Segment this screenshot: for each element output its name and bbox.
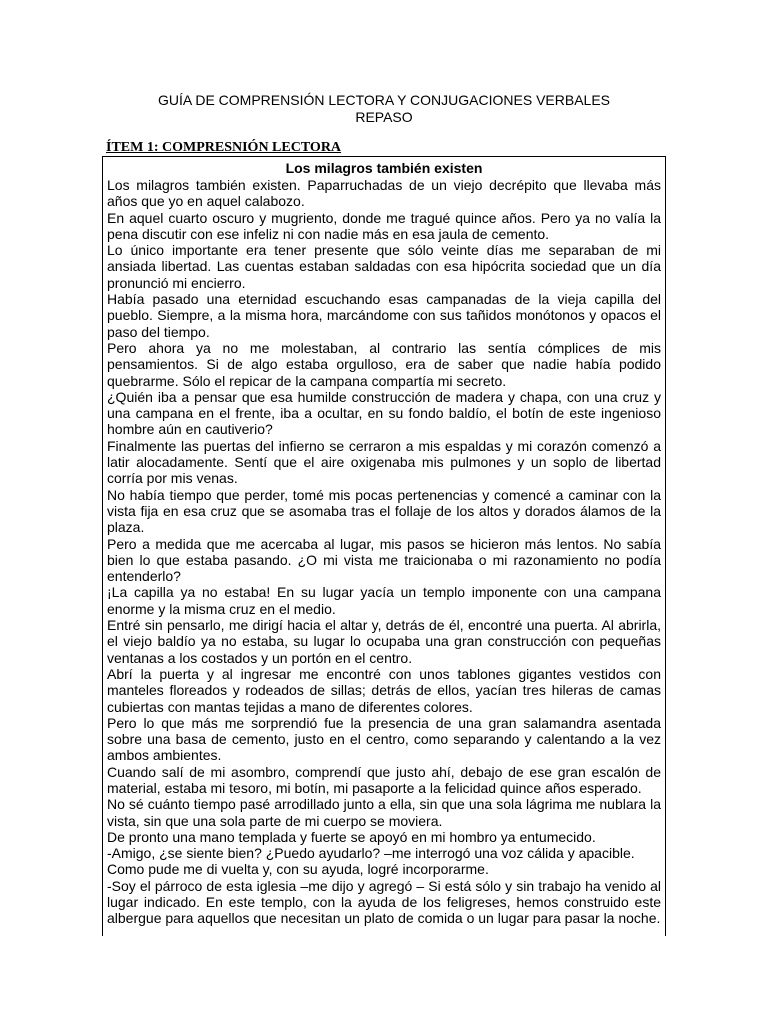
story-paragraph: ¿Quién iba a pensar que esa humilde construcción de madera y chapa, con una cruz y una campana en el frente, iba a ocultar, en su fondo baldío, el botín de este ingenioso hombre aún en cautiverio? — [107, 388, 661, 438]
item-heading: ÍTEM 1: COMPRESNIÓN LECTORA — [106, 140, 342, 155]
header-subtitle: REPASO — [355, 108, 413, 125]
story-paragraph: Finalmente las puertas del infierno se cerraron a mis espaldas y mi corazón comenzó a latir alocadamente. Sentí que el aire oxigenaba mis pulmones y un soplo de libertad corría por mis venas. — [107, 437, 661, 487]
story-paragraph: -Soy el párroco de esta iglesia –me dijo y agregó – Si está sólo y sin trabajo ha venido al lugar indicado. En este templo, con la ayuda de los feligreses, hemos construido este albergue para aquellos que necesitan un plato de comida o un lugar para pasar la noche. — [107, 877, 661, 927]
story-paragraph: Entré sin pensarlo, me dirigí hacia el altar y, detrás de él, encontré una puerta. Al abrirla, el viejo baldío ya no estaba, su lugar lo ocupaba una gran construcción con pequeñas ventanas a los costados y un portón en el centro. — [107, 617, 661, 666]
story-paragraph: Pero lo que más me sorprendió fue la presencia de una gran salamandra asentada sobre una basa de cemento, justo en el centro, como separando y calentando a la vez ambos ambientes. — [107, 714, 661, 764]
document-header — [0, 92, 768, 125]
story-paragraph: Pero a medida que me acercaba al lugar, mis pasos se hicieron más lentos. No sabía bien lo que estaba pasando. ¿O mi vista me traicionaba o mi razonamiento no podía entenderlo? — [107, 535, 661, 585]
story-paragraph: Pero ahora ya no me molestaban, al contrario las sentía cómplices de mis pensamientos. Si de algo estaba orgulloso, era de saber que nadie había podido quebrarme. Sólo el repicar de la campana compartía mi secreto. — [107, 339, 661, 389]
story-paragraph: ¡La capilla ya no estaba! En su lugar yacía un templo imponente con una campana enorme y la misma cruz en el medio. — [107, 584, 661, 617]
story-paragraph: De pronto una mano templada y fuerte se apoyó en mi hombro ya entumecido. — [107, 828, 596, 845]
story-paragraph: Había pasado una eternidad escuchando esas campanadas de la vieja capilla del pueblo. Siempre, a la misma hora, marcándome con sus tañidos monótonos y opacos el paso del tiempo. — [107, 291, 661, 340]
header-title: GUÍA DE COMPRENSIÓN LECTORA Y CONJUGACIONES VERBALES — [157, 92, 610, 108]
story-paragraph: En aquel cuarto oscuro y mugriento, donde me tragué quince años. Pero ya no valía la pena discutir con ese infeliz ni con nadie más en esa jaula de cemento. — [107, 209, 661, 242]
reading-box — [102, 156, 666, 936]
story-paragraph: -Amigo, ¿se siente bien? ¿Puedo ayudarlo? –me interrogó una voz cálida y apacible. — [107, 845, 635, 862]
story-title: Los milagros también existen — [285, 160, 483, 176]
story-paragraph: Abrí la puerta y al ingresar me encontré con unos tablones gigantes vestidos con manteles floreados y rodeados de sillas; detrás de ellos, yacían tres hileras de camas cubiertas con mantas tejidas a mano de diferentes colores. — [107, 665, 661, 715]
story-paragraph: No había tiempo que perder, tomé mis pocas pertenencias y comencé a caminar con la vista fija en esa cruz que se asomaba tras el follaje de los altos y dorados álamos de la plaza. — [107, 486, 661, 536]
story-paragraph: Los milagros también existen. Paparruchadas de un viejo decrépito que llevaba más años que yo en aquel calabozo. — [107, 177, 661, 210]
story-paragraph: Lo único importante era tener presente que sólo veinte días me separaban de mi ansiada libertad. Las cuentas estaban saldadas con esa hipócrita sociedad que un día pronunció mi encierro. — [107, 242, 661, 291]
story-paragraph: No sé cuánto tiempo pasé arrodillado junto a ella, sin que una sola lágrima me nublara la vista, sin que una sola parte de mi cuerpo se moviera. — [107, 796, 661, 829]
story-body — [107, 177, 661, 927]
story-paragraph: Cuando salí de mi asombro, comprendí que justo ahí, debajo de ese gran escalón de material, estaba mi tesoro, mi botín, mi pasaporte a la felicidad quince años esperado. — [107, 763, 661, 796]
story-paragraph: Como pude me di vuelta y, con su ayuda, logré incorporarme. — [107, 861, 489, 878]
